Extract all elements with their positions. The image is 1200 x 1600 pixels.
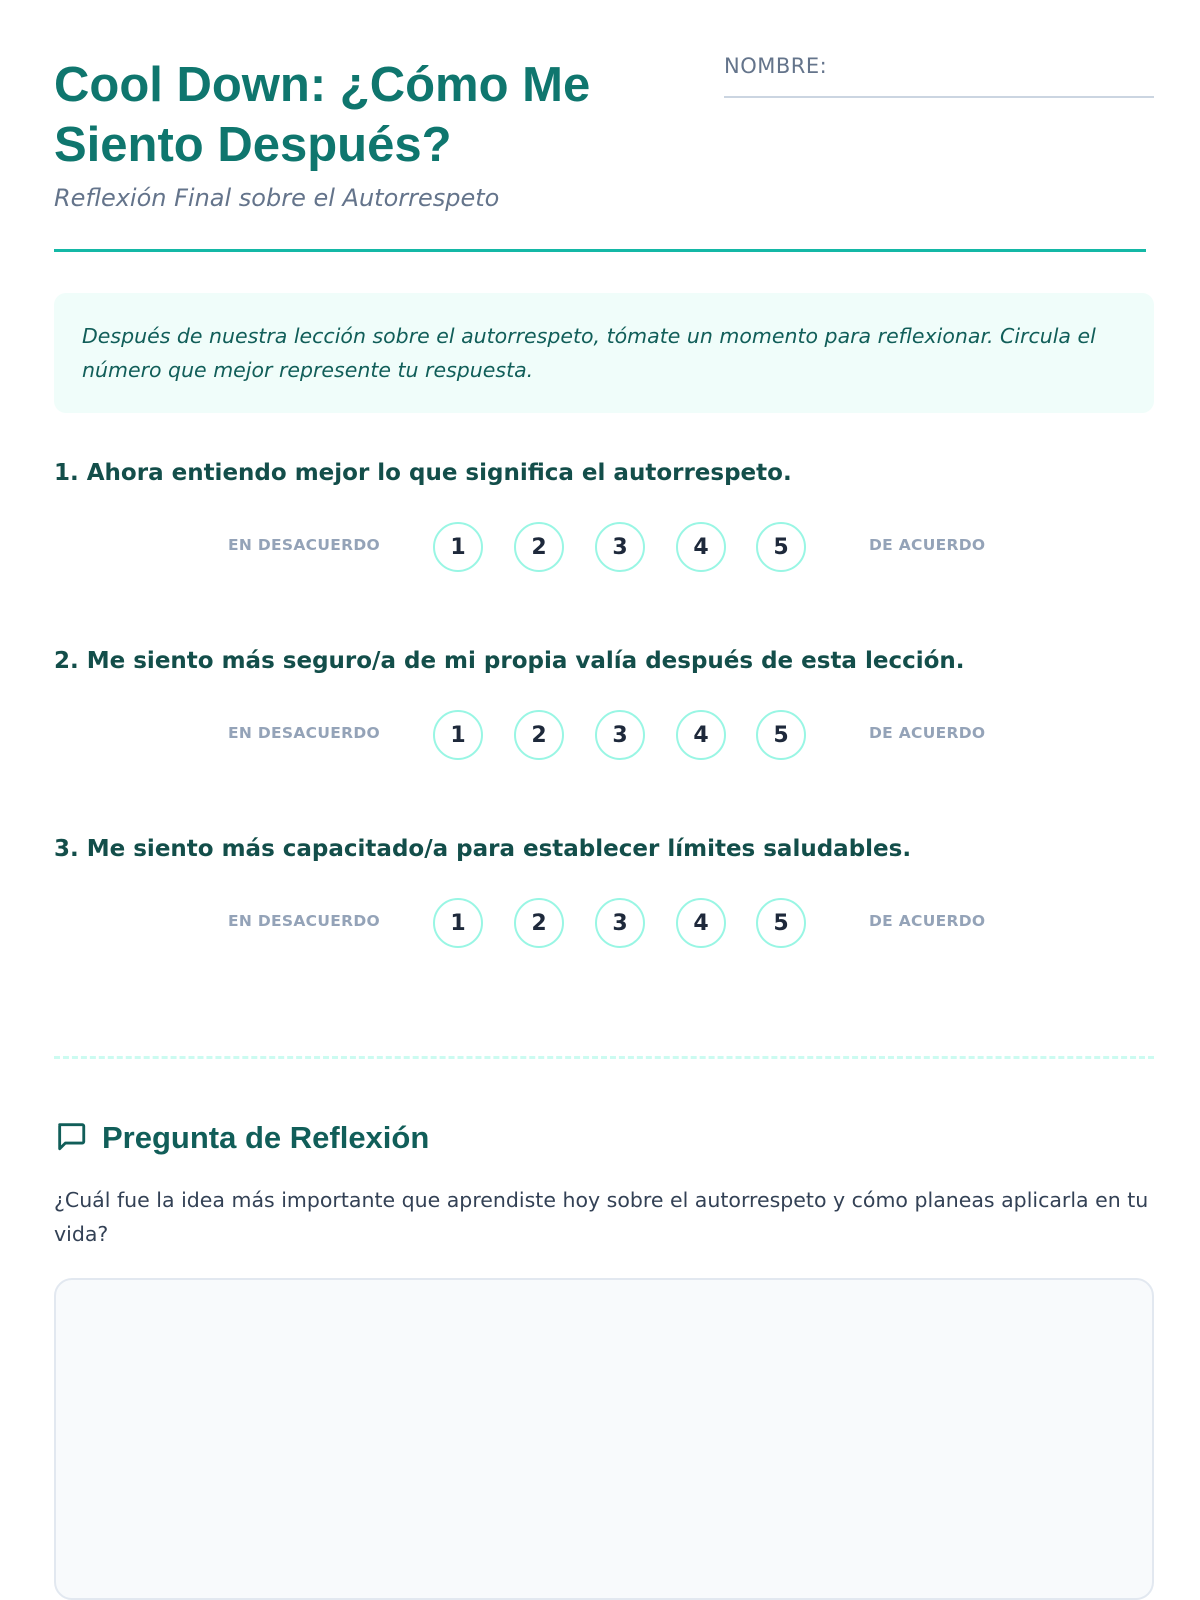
rating-option-5[interactable]: 5 [756,710,806,760]
rating-scale [54,708,1154,764]
reflection-prompt: ¿Cuál fue la idea más importante que aprendiste hoy sobre el autorrespeto y cómo planeas aplicarla en tu vida? [54,1188,1149,1246]
rating-option-4[interactable]: 4 [676,522,726,572]
answer-textarea[interactable] [54,1278,1154,1600]
scale-label-disagree: EN DESACUERDO [228,912,380,930]
rating-option-3[interactable]: 3 [595,898,645,948]
reflection-header [54,1118,429,1158]
rating-scale [54,520,1154,576]
scale-label-disagree: EN DESACUERDO [228,536,380,554]
reflection-title: Pregunta de Reflexión [102,1120,430,1155]
rating-scale [54,896,1154,952]
rating-option-5[interactable]: 5 [756,522,806,572]
scale-label-disagree: EN DESACUERDO [228,724,380,742]
instructions-box [54,293,1154,413]
scale-label-agree: DE ACUERDO [869,724,986,742]
rating-option-1[interactable]: 1 [433,898,483,948]
question-text: 3. Me siento más capacitado/a para establecer límites saludables. [54,836,912,862]
worksheet-header [54,0,1146,252]
rating-option-1[interactable]: 1 [433,522,483,572]
rating-option-3[interactable]: 3 [595,710,645,760]
rating-option-2[interactable]: 2 [514,522,564,572]
page-subtitle: Reflexión Final sobre el Autorrespeto [54,184,500,212]
instructions-text: Después de nuestra lección sobre el autorrespeto, tómate un momento para reflexionar. Circula el número que mejor represente tu respuesta. [82,324,1096,382]
name-field[interactable] [724,54,1154,98]
rating-option-2[interactable]: 2 [514,710,564,760]
scale-label-agree: DE ACUERDO [869,536,986,554]
rating-option-2[interactable]: 2 [514,898,564,948]
rating-option-1[interactable]: 1 [433,710,483,760]
question-3 [54,834,1154,952]
scale-label-agree: DE ACUERDO [869,912,986,930]
question-text: 2. Me siento más seguro/a de mi propia valía después de esta lección. [54,648,965,674]
question-1 [54,458,1154,576]
page-title: Cool Down: ¿Cómo Me Siento Después? [54,58,591,172]
rating-option-4[interactable]: 4 [676,898,726,948]
rating-option-5[interactable]: 5 [756,898,806,948]
chat-bubble-icon [54,1119,102,1157]
question-2 [54,646,1154,764]
rating-option-3[interactable]: 3 [595,522,645,572]
name-label: NOMBRE: [724,54,828,78]
rating-option-4[interactable]: 4 [676,710,726,760]
question-text: 1. Ahora entiendo mejor lo que significa el autorrespeto. [54,460,792,486]
section-divider [54,1056,1154,1059]
